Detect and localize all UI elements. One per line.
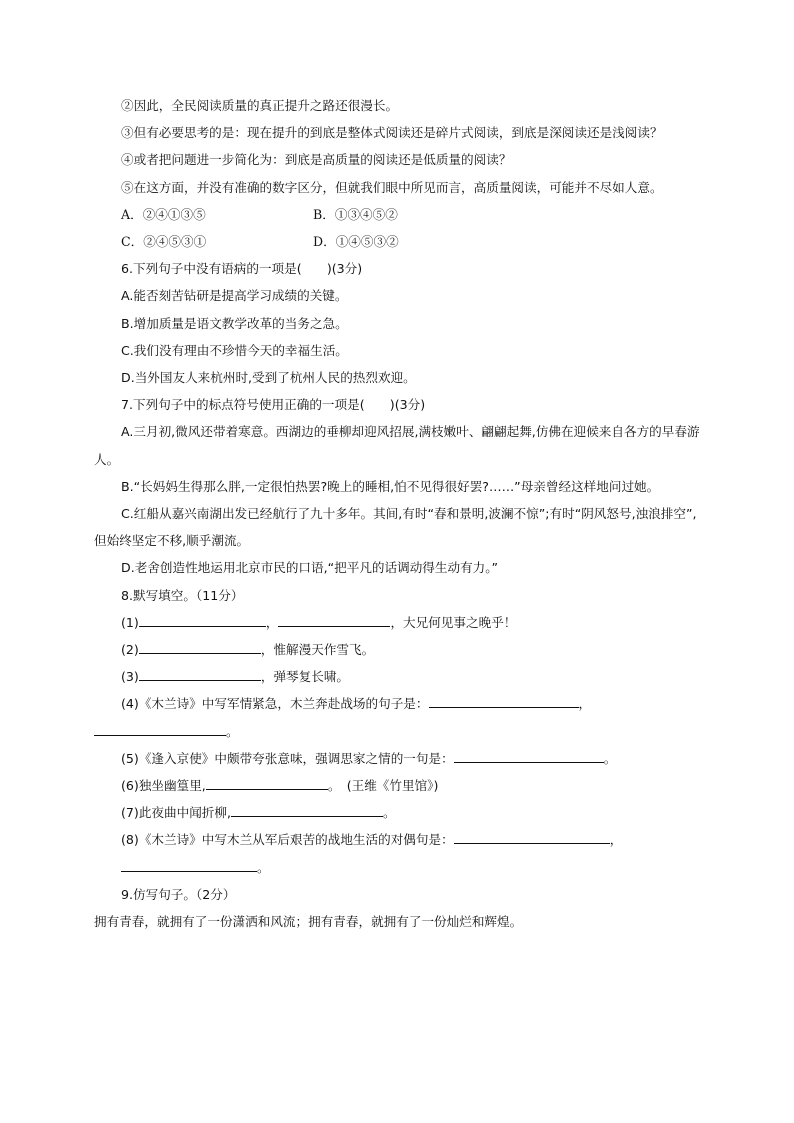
ordering-options-row-2 [94,228,700,255]
question-6-option-c: C.我们没有理由不珍惜今天的幸福生活。 [121,342,348,358]
fill-line-6-text: (6)独坐幽篁里, [121,778,206,794]
fill-line-1-tail: ，大兄何见事之晚乎！ [390,614,517,630]
fill-line-7-text: (7)此夜曲中闻折柳, [121,805,231,821]
fill-line-6-end: 。 (王维《竹里馆》) [327,778,439,794]
fill-line-8-continued [94,854,700,881]
question-7-option-a: A.三月初,微风还带着寒意。西湖边的垂柳却迎风招展,满枝嫩叶、翩翩起舞,仿佛在迎候来自各方的早春游人。 [94,424,700,467]
document-page [94,92,700,935]
answer-blank[interactable] [139,639,261,654]
fill-line-3-tail: ，弹琴复长啸。 [260,669,349,685]
answer-blank[interactable] [429,693,579,708]
fill-line-4 [94,690,700,717]
question-7-option-b: B.“长妈妈生得那么胖,一定很怕热罢?晚上的睡相,怕不见得很好罢?……”母亲曾经这样地问过她。 [121,478,660,494]
question-8-stem: 8.默写填空。（11分） [121,587,244,603]
question-6-option-b: B.增加质量是语文教学改革的当务之急。 [121,315,348,331]
fill-line-8 [94,826,700,853]
separator: ， [265,614,279,630]
fill-line-2-number: (2) [121,642,139,658]
period: 。 [603,750,617,766]
answer-blank[interactable] [231,802,383,817]
answer-blank[interactable] [94,721,226,736]
fill-line-5 [94,745,700,772]
answer-blank[interactable] [121,857,257,872]
ordering-sentence-2: ②因此，全民阅读质量的真正提升之路还很漫长。 [121,98,399,113]
fill-line-1-number: (1) [121,614,139,630]
question-6-option-d: D.当外国友人来杭州时,受到了杭州人民的热烈欢迎。 [121,370,416,386]
period: 。 [257,859,270,875]
fill-line-1 [94,609,700,636]
fill-line-4-text: (4)《木兰诗》中写军情紧急，木兰奔赴战场的句子是： [121,696,429,712]
question-9-stem: 9.仿写句子。（2分） [121,886,236,902]
period: 。 [226,723,239,739]
separator: ， [609,832,623,848]
answer-blank[interactable] [454,748,604,763]
option-b: B．①③④⑤② [313,206,398,222]
question-7-option-d: D.老舍创造性地运用北京市民的口语,“把平凡的话调动得生动有力。” [121,560,499,576]
question-7-option-c: C.红船从嘉兴南湖出发已经航行了九十多年。其间,有时“春和景明,波澜不惊”;有时“阴风怒号,浊浪排空”,但始终坚定不移,顺乎潮流。 [94,506,697,549]
option-a: A．②④①③⑤ [121,206,206,222]
answer-blank[interactable] [454,829,610,844]
answer-blank[interactable] [278,612,390,627]
answer-blank[interactable] [206,775,328,790]
answer-blank[interactable] [139,612,266,627]
fill-line-3 [94,663,700,690]
fill-line-8-text: (8)《木兰诗》中写木兰从军后艰苦的战地生活的对偶句是： [121,832,454,848]
question-9-example: 拥有青春，就拥有了一份潇洒和风流；拥有青春，就拥有了一份灿烂和辉煌。 [94,914,523,930]
fill-line-7 [94,799,700,826]
separator: ， [578,696,592,712]
ordering-sentence-5: ⑤在这方面，并没有准确的数字区分，但就我们眼中所见而言，高质量阅读，可能并不尽如人意。 [121,179,663,195]
ordering-sentence-4: ④或者把问题进一步简化为：到底是高质量的阅读还是低质量的阅读？ [121,152,512,168]
option-d: D．①④⑤③② [313,234,399,250]
fill-line-5-text: (5)《逢入京使》中颇带夸张意味，强调思家之情的一句是： [121,750,454,766]
ordering-options-row-1 [94,201,700,228]
question-6-stem: 6.下列句子中没有语病的一项是( )(3分) [121,261,363,277]
period: 。 [383,805,396,821]
question-6-option-a: A.能否刻苦钻研是提高学习成绩的关键。 [121,288,348,304]
question-7-stem: 7.下列句子中的标点符号使用正确的一项是( )(3分) [121,397,426,413]
fill-line-6 [94,772,700,799]
fill-line-2-tail: ，惟解漫天作雪飞。 [260,642,375,658]
fill-line-2 [94,636,700,663]
fill-line-3-number: (3) [121,669,139,685]
ordering-sentence-3: ③但有必要思考的是：现在提升的到底是整体式阅读还是碎片式阅读，到底是深阅读还是浅阅读？ [121,125,663,141]
answer-blank[interactable] [139,666,261,681]
option-c: C．②④⑤③① [121,234,207,250]
fill-line-4-continued [94,718,700,745]
